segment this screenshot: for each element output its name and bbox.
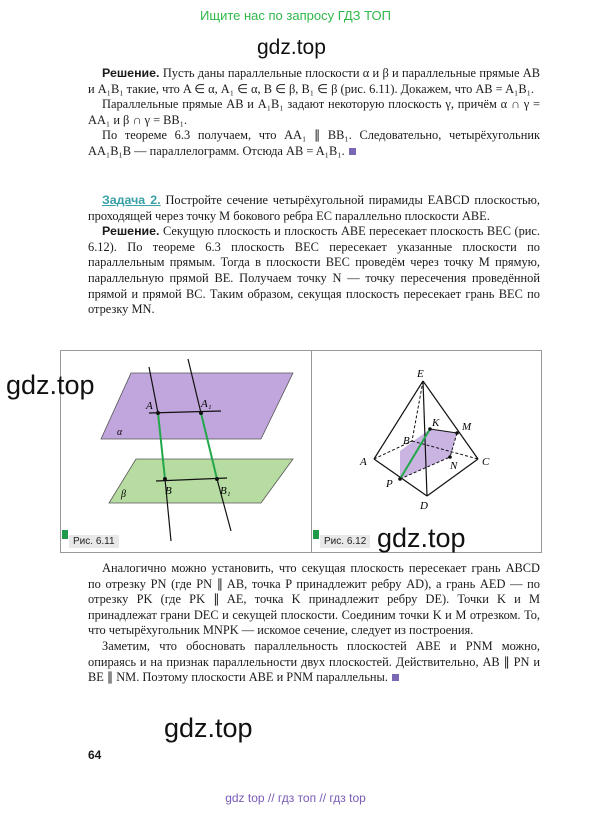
paragraph-6 [88, 639, 540, 686]
figure-marker-icon [62, 530, 68, 539]
text-block-2 [88, 193, 540, 318]
paragraph-3 [88, 128, 540, 159]
label-a: A [360, 456, 367, 468]
label-a: A [146, 400, 153, 412]
task-label[interactable]: Задача 2. [102, 193, 161, 207]
label-p: P [386, 478, 393, 490]
solution-label-2: Решение. [102, 224, 160, 239]
task-paragraph [88, 193, 540, 224]
label-b1: B₁ [220, 485, 231, 497]
figure-caption-6-11: Рис. 6.11 [69, 535, 119, 548]
label-k: K [432, 417, 440, 429]
solution-text: Пусть даны параллельные плоскости α и β и параллельные прямые AB и A₁B₁ такие, что A ∈ α, A₁ ∈ α, B ∈ β, B₁ ∈ β (рис. 6.11). Докажем, что AB = A₁B₁. [88, 66, 541, 96]
footer-links[interactable]: gdz top // гдз топ // гдз top [225, 791, 366, 805]
watermark: gdz.top [164, 713, 253, 743]
label-c: C [482, 456, 490, 468]
paragraph-6-text: Заметим, что обосновать параллельность плоскостей ABE и PNM можно, опираясь и на признак параллельности двух плоскостей. Действительно, AB ∥ PN и BE ∥ NM. Поэтому плоскости ABE и PNM параллельны. [88, 638, 540, 685]
paragraph-3-text: По теореме 6.3 получаем, что AA₁ ∥ BB₁. Следовательно, четырёхугольник AA₁B₁B — параллелограмм. Отсюда AB = A₁B₁. [88, 128, 540, 158]
task-text: Постройте сечение четырёхугольной пирамиды EABCD плоскостью, проходящей через точку M бокового ребра EC параллельно плоскости ABE. [88, 193, 540, 223]
text-block-1 [88, 66, 540, 160]
paragraph-5: Аналогично можно установить, что секущая плоскость пересекает грань ABCD по отрезку PN (где PN ∥ AB, точка P принадлежит ребру AD), а грань AED — по отрезку PK (где PK ∥ AE, точка K принадлежит ребру DE). Точки K и M принадлежат грани DEC и секущей плоскости. Соединим точки K и M отрезком. То, что четырёхугольник MNPK — искомое сечение, следует из построения. [88, 561, 540, 638]
end-of-proof-icon [349, 148, 356, 155]
label-d: D [420, 500, 428, 512]
watermark: gdz.top [377, 523, 466, 553]
figure-6-11-drawing [61, 351, 311, 552]
label-a1: A₁ [201, 398, 212, 410]
label-e: E [417, 368, 424, 380]
page-number: 64 [88, 748, 102, 762]
alpha-plane [101, 373, 293, 439]
point-a1 [199, 411, 203, 415]
top-banner: Ищите нас по запросу ГДЗ ТОП [200, 8, 391, 23]
label-m: M [462, 421, 472, 433]
label-b: B [403, 435, 410, 447]
point-p [398, 477, 402, 481]
point-a [156, 411, 160, 415]
label-n: N [450, 460, 458, 472]
watermark: gdz.top [257, 36, 326, 59]
figure-marker-icon [313, 530, 319, 539]
paragraph-2: Параллельные прямые AB и A₁B₁ задают некоторую плоскость γ, причём α ∩ γ = AA₁ и β ∩ γ = BB₁. [88, 97, 540, 127]
label-alpha: α [117, 427, 123, 438]
watermark: gdz.top [6, 370, 95, 400]
solution-text-2: Секущую плоскость и плоскость ABE пересекает плоскость BEC (рис. 6.12). По теореме 6.3 плоскость BEC пересекает указанные плоскости по параллельным прямым. Тогда в плоскости BEC проведём через точку M прямую, параллельную прямой BE. Получаем точку N — точку пересечения проведённой прямой и прямой BC. Таким образом, секущая плоскость пересекает грань BEC по отрезку MN. [88, 224, 540, 317]
solution-label: Решение. [102, 66, 160, 80]
figure-6-11 [60, 350, 312, 553]
beta-plane [109, 459, 293, 503]
label-b: B [165, 485, 172, 497]
text-block-3 [88, 561, 540, 686]
point-b [163, 477, 167, 481]
paragraph-solution-1 [88, 66, 540, 97]
point-b1 [215, 477, 219, 481]
figure-caption-6-12: Рис. 6.12 [320, 535, 370, 548]
point-m [455, 431, 459, 435]
end-of-proof-icon [392, 674, 399, 681]
paragraph-solution-2 [88, 224, 540, 318]
point-n [448, 455, 452, 459]
figure-6-12-drawing [312, 351, 541, 552]
label-beta: β [121, 489, 126, 500]
